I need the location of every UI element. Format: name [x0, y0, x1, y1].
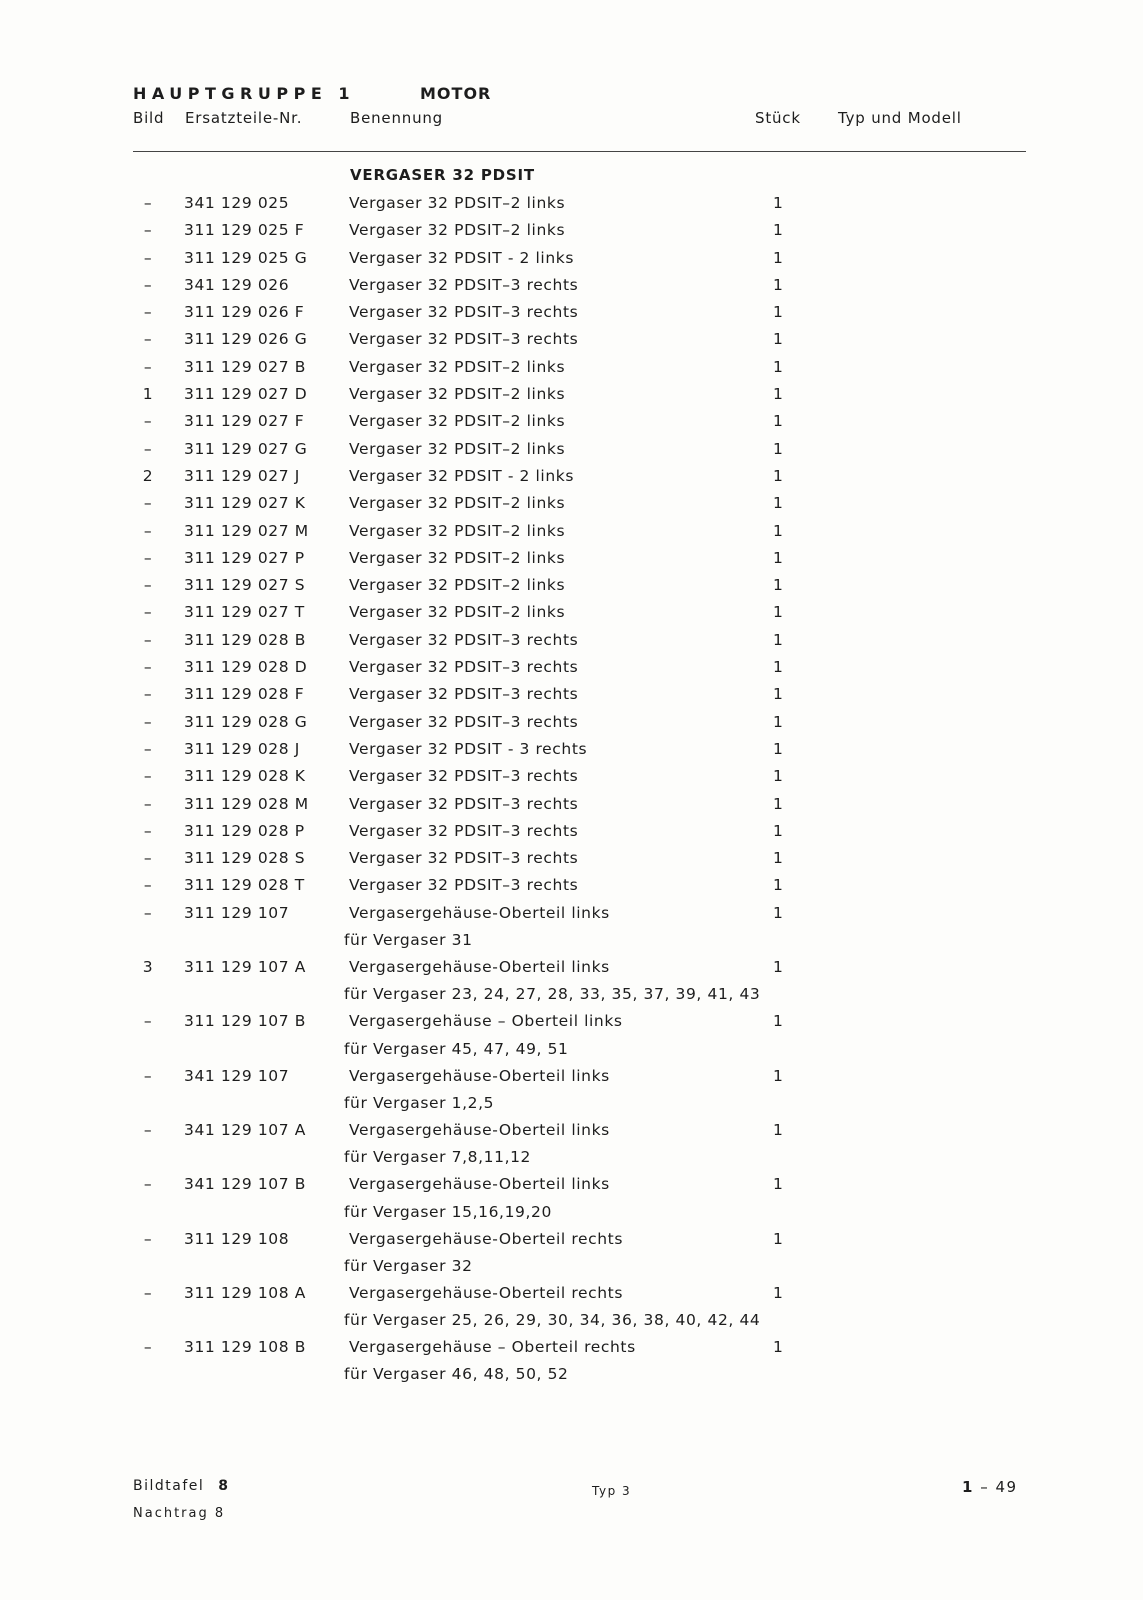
part-number-cell: 311 129 028 K [184, 767, 306, 786]
table-row [0, 490, 1143, 517]
table-row [0, 1226, 1143, 1253]
table-row [0, 381, 1143, 408]
bild-cell: – [143, 821, 153, 840]
name-cell: Vergaser 32 PDSIT–3 rechts [349, 275, 579, 294]
name-cell: Vergaser 32 PDSIT–3 rechts [349, 821, 579, 840]
part-number-cell: 341 129 107 A [184, 1120, 306, 1139]
table-row-note [0, 1361, 1143, 1388]
plate-reference [133, 1478, 229, 1494]
quantity-cell: 1 [773, 1229, 784, 1248]
header-divider [133, 151, 1026, 152]
quantity-cell: 1 [773, 576, 784, 595]
name-cell: Vergaser 32 PDSIT–2 links [349, 494, 566, 513]
table-row [0, 217, 1143, 244]
bild-cell: – [143, 1175, 153, 1194]
table-row-note [0, 1036, 1143, 1063]
table-row [0, 818, 1143, 845]
group-title: VERGASER 32 PDSIT [350, 166, 535, 184]
part-number-cell: 311 129 028 J [184, 739, 300, 758]
quantity-cell: 1 [773, 521, 784, 540]
bild-cell: – [143, 603, 153, 622]
part-number-cell: 311 129 027 J [184, 466, 300, 485]
bild-cell: – [143, 330, 153, 349]
table-row [0, 1117, 1143, 1144]
quantity-cell: 1 [773, 658, 784, 677]
vehicle-type: Typ 3 [592, 1484, 632, 1498]
name-cell: Vergaser 32 PDSIT–3 rechts [349, 303, 579, 322]
plate-number: 8 [218, 1478, 230, 1494]
part-number-cell: 311 129 026 G [184, 330, 308, 349]
bild-cell: – [143, 275, 153, 294]
part-number-cell: 341 129 107 [184, 1066, 290, 1085]
name-cell: Vergasergehäuse – Oberteil links [349, 1012, 623, 1031]
name-cell: Vergasergehäuse-Oberteil links [349, 1175, 610, 1194]
table-row [0, 245, 1143, 272]
part-number-cell: 311 129 027 K [184, 494, 306, 513]
name-cell: Vergasergehäuse-Oberteil links [349, 903, 610, 922]
part-number-cell: 311 129 025 F [184, 221, 305, 240]
quantity-cell: 1 [773, 958, 784, 977]
part-number-cell: 311 129 107 [184, 903, 290, 922]
table-row [0, 408, 1143, 435]
quantity-cell: 1 [773, 439, 784, 458]
quantity-cell: 1 [773, 1012, 784, 1031]
name-cell: Vergaser 32 PDSIT–3 rechts [349, 658, 579, 677]
bild-cell: – [143, 248, 153, 267]
name-cell: Vergaser 32 PDSIT–3 rechts [349, 794, 579, 813]
name-cell: Vergaser 32 PDSIT - 2 links [349, 466, 575, 485]
quantity-cell: 1 [773, 275, 784, 294]
table-row-note [0, 981, 1143, 1008]
part-number-cell: 311 129 027 M [184, 521, 309, 540]
name-cell: Vergaser 32 PDSIT–2 links [349, 221, 566, 240]
table-row [0, 326, 1143, 353]
bild-cell: – [143, 630, 153, 649]
plate-label: Bildtafel [133, 1478, 205, 1494]
table-row [0, 1280, 1143, 1307]
name-cell: Vergasergehäuse-Oberteil links [349, 958, 610, 977]
bild-cell: – [143, 1283, 153, 1302]
table-row [0, 1171, 1143, 1198]
page-number [962, 1478, 1018, 1496]
table-row [0, 354, 1143, 381]
name-cell: Vergaser 32 PDSIT–2 links [349, 576, 566, 595]
table-row [0, 709, 1143, 736]
name-cell: Vergaser 32 PDSIT–2 links [349, 412, 566, 431]
table-row [0, 736, 1143, 763]
table-row-note [0, 927, 1143, 954]
name-cell: Vergaser 32 PDSIT–3 rechts [349, 330, 579, 349]
table-row [0, 872, 1143, 899]
bild-cell: – [143, 1012, 153, 1031]
table-row [0, 763, 1143, 790]
table-row [0, 627, 1143, 654]
name-cell: Vergaser 32 PDSIT - 3 rechts [349, 739, 588, 758]
bild-cell: – [143, 412, 153, 431]
application-note-cell: für Vergaser 46, 48, 50, 52 [344, 1365, 569, 1384]
table-row [0, 681, 1143, 708]
column-header-name: Benennung [350, 109, 444, 127]
table-row [0, 599, 1143, 626]
quantity-cell: 1 [773, 385, 784, 404]
quantity-cell: 1 [773, 903, 784, 922]
bild-cell: – [143, 794, 153, 813]
table-row-note [0, 1199, 1143, 1226]
part-number-cell: 311 129 108 B [184, 1338, 306, 1357]
bild-cell: – [143, 494, 153, 513]
quantity-cell: 1 [773, 194, 784, 212]
name-cell: Vergaser 32 PDSIT–2 links [349, 385, 566, 404]
bild-cell: – [143, 576, 153, 595]
quantity-cell: 1 [773, 1066, 784, 1085]
bild-cell: – [143, 357, 153, 376]
application-note-cell: für Vergaser 23, 24, 27, 28, 33, 35, 37, 39, 41, 43 [344, 985, 761, 1004]
quantity-cell: 1 [773, 1338, 784, 1357]
table-row [0, 900, 1143, 927]
application-note-cell: für Vergaser 1,2,5 [344, 1093, 495, 1112]
bild-cell: – [143, 1066, 153, 1085]
bild-cell: – [143, 658, 153, 677]
table-row [0, 791, 1143, 818]
bild-cell: – [143, 1229, 153, 1248]
application-note-cell: für Vergaser 31 [344, 931, 473, 950]
name-cell: Vergasergehäuse-Oberteil rechts [349, 1229, 624, 1248]
table-row [0, 190, 1143, 217]
name-cell: Vergasergehäuse-Oberteil rechts [349, 1283, 624, 1302]
name-cell: Vergaser 32 PDSIT–2 links [349, 521, 566, 540]
table-row [0, 518, 1143, 545]
quantity-cell: 1 [773, 1120, 784, 1139]
bild-cell: – [143, 521, 153, 540]
table-row-note [0, 1090, 1143, 1117]
name-cell: Vergasergehäuse-Oberteil links [349, 1120, 610, 1139]
bild-cell: 1 [142, 385, 154, 404]
name-cell: Vergasergehäuse-Oberteil links [349, 1066, 610, 1085]
main-group-title: HAUPTGRUPPE 1 [133, 84, 355, 103]
quantity-cell: 1 [773, 767, 784, 786]
column-header-quantity: Stück [755, 109, 801, 127]
bild-cell: – [143, 548, 153, 567]
name-cell: Vergaser 32 PDSIT–3 rechts [349, 849, 579, 868]
table-row [0, 954, 1143, 981]
application-note-cell: für Vergaser 32 [344, 1256, 473, 1275]
bild-cell: 3 [142, 958, 154, 977]
part-number-cell: 311 129 028 G [184, 712, 308, 731]
table-row [0, 436, 1143, 463]
part-number-cell: 311 129 025 G [184, 248, 308, 267]
bild-cell: – [143, 1120, 153, 1139]
part-number-cell: 311 129 028 P [184, 821, 305, 840]
quantity-cell: 1 [773, 494, 784, 513]
application-note-cell: für Vergaser 15,16,19,20 [344, 1202, 552, 1221]
part-number-cell: 311 129 028 B [184, 630, 306, 649]
supplement-note: Nachtrag 8 [133, 1506, 226, 1521]
name-cell: Vergaser 32 PDSIT–2 links [349, 548, 566, 567]
name-cell: Vergaser 32 PDSIT–3 rechts [349, 630, 579, 649]
quantity-cell: 1 [773, 1283, 784, 1302]
table-row [0, 272, 1143, 299]
part-number-cell: 311 129 027 F [184, 412, 305, 431]
table-row [0, 572, 1143, 599]
bild-cell: – [143, 739, 153, 758]
part-number-cell: 311 129 027 T [184, 603, 305, 622]
bild-cell: 2 [142, 466, 154, 485]
bild-cell: – [143, 194, 153, 212]
part-number-cell: 311 129 108 A [184, 1283, 306, 1302]
bild-cell: – [143, 221, 153, 240]
table-row-note [0, 1144, 1143, 1171]
section-title: MOTOR [420, 84, 492, 103]
bild-cell: – [143, 876, 153, 895]
name-cell: Vergasergehäuse – Oberteil rechts [349, 1338, 636, 1357]
part-number-cell: 311 129 027 B [184, 357, 306, 376]
table-row-note [0, 1253, 1143, 1280]
part-number-cell: 311 129 028 F [184, 685, 305, 704]
table-row [0, 545, 1143, 572]
quantity-cell: 1 [773, 303, 784, 322]
part-number-cell: 311 129 028 S [184, 849, 306, 868]
bild-cell: – [143, 685, 153, 704]
part-number-cell: 311 129 027 P [184, 548, 305, 567]
table-row [0, 1008, 1143, 1035]
part-number-cell: 311 129 107 A [184, 958, 306, 977]
part-number-cell: 311 129 028 T [184, 876, 305, 895]
quantity-cell: 1 [773, 330, 784, 349]
bild-cell: – [143, 1338, 153, 1357]
quantity-cell: 1 [773, 739, 784, 758]
part-number-cell: 311 129 028 D [184, 658, 308, 677]
bild-cell: – [143, 767, 153, 786]
quantity-cell: 1 [773, 712, 784, 731]
part-number-cell: 341 129 107 B [184, 1175, 306, 1194]
quantity-cell: 1 [773, 821, 784, 840]
table-row [0, 1063, 1143, 1090]
application-note-cell: für Vergaser 7,8,11,12 [344, 1148, 532, 1167]
part-number-cell: 311 129 027 D [184, 385, 308, 404]
bild-cell: – [143, 903, 153, 922]
page-suffix: – 49 [980, 1478, 1018, 1496]
part-number-cell: 311 129 027 G [184, 439, 308, 458]
parts-list [0, 190, 1143, 1388]
application-note-cell: für Vergaser 45, 47, 49, 51 [344, 1039, 569, 1058]
name-cell: Vergaser 32 PDSIT–2 links [349, 439, 566, 458]
table-row [0, 299, 1143, 326]
name-cell: Vergaser 32 PDSIT - 2 links [349, 248, 575, 267]
bild-cell: – [143, 439, 153, 458]
bild-cell: – [143, 712, 153, 731]
table-row [0, 463, 1143, 490]
name-cell: Vergaser 32 PDSIT–3 rechts [349, 876, 579, 895]
part-number-cell: 311 129 108 [184, 1229, 290, 1248]
name-cell: Vergaser 32 PDSIT–3 rechts [349, 685, 579, 704]
quantity-cell: 1 [773, 548, 784, 567]
name-cell: Vergaser 32 PDSIT–2 links [349, 357, 566, 376]
quantity-cell: 1 [773, 685, 784, 704]
quantity-cell: 1 [773, 1175, 784, 1194]
part-number-cell: 311 129 107 B [184, 1012, 306, 1031]
page-prefix: 1 [962, 1478, 974, 1496]
quantity-cell: 1 [773, 357, 784, 376]
table-row [0, 845, 1143, 872]
part-number-cell: 341 129 025 [184, 194, 290, 212]
name-cell: Vergaser 32 PDSIT–2 links [349, 194, 566, 212]
application-note-cell: für Vergaser 25, 26, 29, 30, 34, 36, 38, 40, 42, 44 [344, 1311, 761, 1330]
quantity-cell: 1 [773, 248, 784, 267]
quantity-cell: 1 [773, 630, 784, 649]
quantity-cell: 1 [773, 876, 784, 895]
quantity-cell: 1 [773, 466, 784, 485]
part-number-cell: 311 129 026 F [184, 303, 305, 322]
name-cell: Vergaser 32 PDSIT–3 rechts [349, 712, 579, 731]
quantity-cell: 1 [773, 603, 784, 622]
bild-cell: – [143, 849, 153, 868]
quantity-cell: 1 [773, 849, 784, 868]
part-number-cell: 311 129 028 M [184, 794, 309, 813]
column-header-type-model: Typ und Modell [838, 109, 962, 127]
quantity-cell: 1 [773, 412, 784, 431]
table-row [0, 1334, 1143, 1361]
table-row-note [0, 1307, 1143, 1334]
quantity-cell: 1 [773, 221, 784, 240]
column-header-part-number: Ersatzteile-Nr. [185, 109, 303, 127]
part-number-cell: 311 129 027 S [184, 576, 306, 595]
quantity-cell: 1 [773, 794, 784, 813]
bild-cell: – [143, 303, 153, 322]
name-cell: Vergaser 32 PDSIT–2 links [349, 603, 566, 622]
name-cell: Vergaser 32 PDSIT–3 rechts [349, 767, 579, 786]
part-number-cell: 341 129 026 [184, 275, 290, 294]
column-header-bild: Bild [133, 109, 165, 127]
table-row [0, 654, 1143, 681]
